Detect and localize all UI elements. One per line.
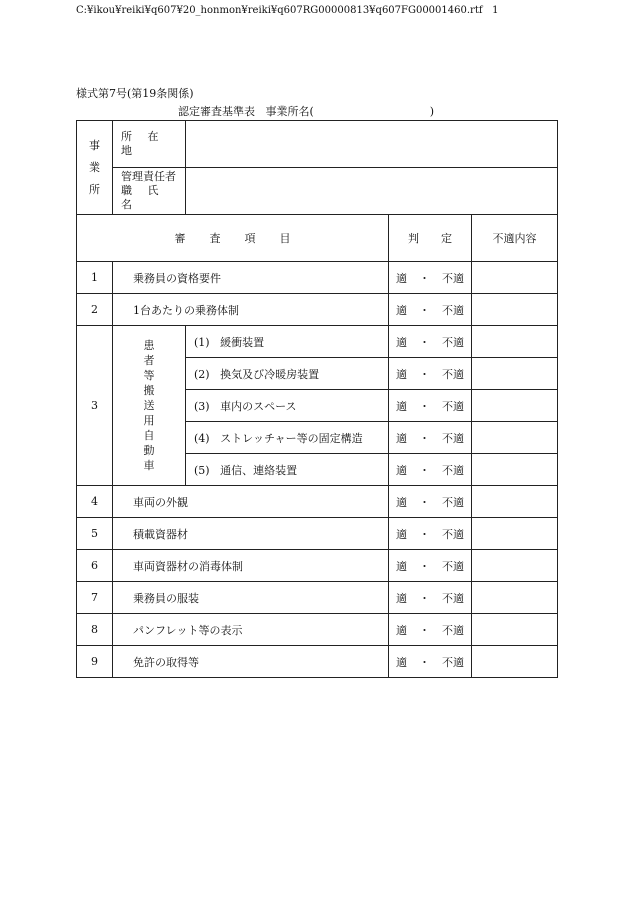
form-number: 様式第7号(第19条関係) [76,87,194,100]
office-char: 所 [89,182,100,196]
office-name-label: 事業所名( [265,105,314,118]
judgement-cell[interactable]: 適 ・ 不適 [389,262,472,294]
header-judgement: 判 定 [389,215,472,262]
table-row [77,326,558,358]
office-location-row [77,121,558,168]
manager-label-line1: 管理責任者 [121,170,176,183]
nonconformity-cell[interactable] [472,422,558,454]
item-label: 車両の外観 [113,486,389,518]
item-number: 3 [77,326,113,486]
nonconformity-cell[interactable] [472,614,558,646]
item-label: 乗務員の資格要件 [113,262,389,294]
nonconformity-cell[interactable] [472,390,558,422]
file-path-header [76,5,498,16]
item-number: 2 [77,294,113,326]
judgement-cell[interactable]: 適 ・ 不適 [389,550,472,582]
item-label: 免許の取得等 [113,646,389,678]
table-header-row [77,215,558,262]
header-inspection-items: 審 査 項 目 [77,215,389,262]
manager-label-line2: 職 氏 名 [121,184,165,211]
manager-label [113,168,186,215]
nonconformity-cell[interactable] [472,486,558,518]
item-label: パンフレット等の表示 [113,614,389,646]
table-row [77,262,558,294]
item-number: 6 [77,550,113,582]
office-name-close: ) [429,105,435,118]
nonconformity-cell[interactable] [472,294,558,326]
judgement-cell[interactable]: 適 ・ 不適 [389,294,472,326]
item-label: 積載資器材 [113,518,389,550]
subitem-label: (1) 緩衝装置 [186,326,389,358]
item-label: 車両資器材の消毒体制 [113,550,389,582]
file-path-text: C:¥ikou¥reiki¥q607¥20_honmon¥reiki¥q607RG00000813¥q607FG00001460.rtf [76,5,483,16]
item-label: 1台あたりの乗務体制 [113,294,389,326]
office-char: 事 [89,138,100,152]
item-number: 8 [77,614,113,646]
nonconformity-cell[interactable] [472,358,558,390]
location-field[interactable] [186,121,558,168]
nonconformity-cell[interactable] [472,582,558,614]
table-row [77,582,558,614]
item-number: 9 [77,646,113,678]
judgement-cell[interactable]: 適 ・ 不適 [389,390,472,422]
judgement-cell[interactable]: 適 ・ 不適 [389,614,472,646]
table-row [77,518,558,550]
subitem-label: (4) ストレッチャー等の固定構造 [186,422,389,454]
office-char: 業 [89,160,100,174]
judgement-cell[interactable]: 適 ・ 不適 [389,358,472,390]
item-number: 4 [77,486,113,518]
item-number: 5 [77,518,113,550]
item-number: 7 [77,582,113,614]
judgement-cell[interactable]: 適 ・ 不適 [389,454,472,486]
subitem-label: (2) 換気及び冷暖房装置 [186,358,389,390]
subitem-label: (5) 通信、連絡装置 [186,454,389,486]
nonconformity-cell[interactable] [472,326,558,358]
item-number: 1 [77,262,113,294]
table-row [77,486,558,518]
judgement-cell[interactable]: 適 ・ 不適 [389,422,472,454]
judgement-cell[interactable]: 適 ・ 不適 [389,326,472,358]
title-text: 認定審査基準表 [178,105,255,118]
location-label: 所 在 地 [113,121,186,168]
manager-row [77,168,558,215]
table-row [77,550,558,582]
subitem-label: (3) 車内のスペース [186,390,389,422]
table-row [77,646,558,678]
vehicle-group-label: 患 者 等 搬 送 用 自 動 車 [113,326,186,486]
document-title [178,103,434,119]
nonconformity-cell[interactable] [472,262,558,294]
table-row [77,614,558,646]
judgement-cell[interactable]: 適 ・ 不適 [389,518,472,550]
nonconformity-cell[interactable] [472,550,558,582]
item-label: 乗務員の服装 [113,582,389,614]
nonconformity-cell[interactable] [472,646,558,678]
judgement-cell[interactable]: 適 ・ 不適 [389,582,472,614]
table-row [77,294,558,326]
nonconformity-cell[interactable] [472,518,558,550]
judgement-cell[interactable]: 適 ・ 不適 [389,486,472,518]
nonconformity-cell[interactable] [472,454,558,486]
office-section-label [77,121,113,215]
page-number: 1 [492,5,499,16]
header-nonconformity: 不適内容 [472,215,558,262]
manager-field[interactable] [186,168,558,215]
inspection-criteria-table [76,120,558,678]
judgement-cell[interactable]: 適 ・ 不適 [389,646,472,678]
